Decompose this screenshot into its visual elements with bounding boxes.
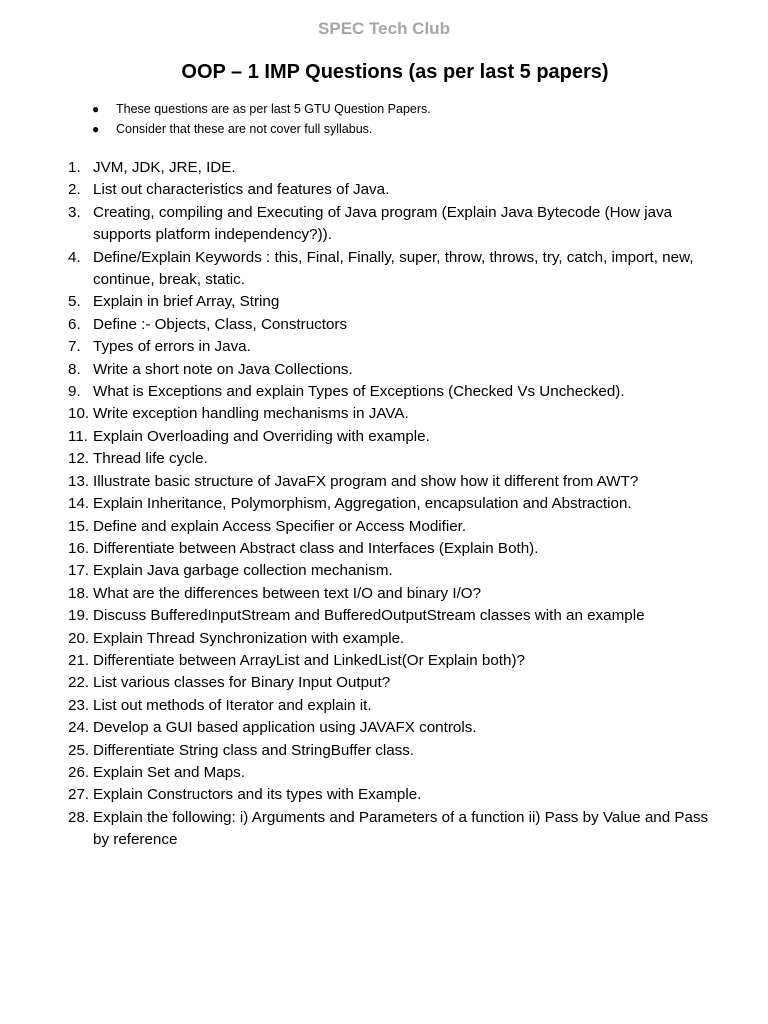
question-number: 17. xyxy=(68,562,90,580)
question-number: 6. xyxy=(68,315,81,333)
question-number: 15. xyxy=(68,517,90,535)
question-text: Explain Java garbage collection mechanism. xyxy=(93,562,393,580)
question-number: 11. xyxy=(68,427,88,445)
question-item xyxy=(68,202,728,247)
question-item xyxy=(68,314,728,336)
question-text: Define :- Objects, Class, Constructors xyxy=(93,315,348,333)
question-text: Explain Constructors and its types with Example. xyxy=(93,786,422,804)
question-item xyxy=(68,179,728,201)
question-item xyxy=(68,359,728,381)
question-item xyxy=(68,426,728,448)
question-text: Define and explain Access Specifier or Access Modifier. xyxy=(93,517,467,535)
question-number: 19. xyxy=(68,607,90,625)
question-number: 23. xyxy=(68,696,90,714)
question-text: Creating, compiling and Executing of Java program (Explain Java Bytecode (How java supports platform independency?)). xyxy=(93,203,673,244)
question-item xyxy=(68,672,728,694)
question-text: Differentiate String class and StringBuffer class. xyxy=(93,741,415,759)
question-text: JVM, JDK, JRE, IDE. xyxy=(93,159,236,176)
question-item xyxy=(68,516,728,538)
question-number: 25. xyxy=(68,741,90,759)
page-title: OOP – 1 IMP Questions (as per last 5 papers) xyxy=(181,61,609,83)
bullet-icon: ● xyxy=(92,122,100,136)
question-item xyxy=(68,762,728,784)
question-number: 14. xyxy=(68,495,90,513)
question-text: Define/Explain Keywords : this, Final, Finally, super, throw, throws, try, catch, import, new, continue, break, static. xyxy=(93,248,694,289)
question-item xyxy=(68,247,728,292)
question-item xyxy=(68,336,728,358)
question-text: Thread life cycle. xyxy=(93,450,208,468)
question-text: Write a short note on Java Collections. xyxy=(93,360,353,378)
question-item xyxy=(68,807,728,852)
question-number: 8. xyxy=(68,360,81,378)
question-number: 27. xyxy=(68,786,90,804)
question-text: What are the differences between text I/O and binary I/O? xyxy=(93,584,482,602)
question-item xyxy=(68,291,728,313)
question-number: 1. xyxy=(68,159,81,176)
question-text: List various classes for Binary Input Output? xyxy=(93,674,391,692)
question-number: 20. xyxy=(68,629,90,647)
question-item xyxy=(68,560,728,582)
question-item xyxy=(68,583,728,605)
note-item xyxy=(92,99,431,119)
question-number: 12. xyxy=(68,450,90,468)
question-number: 24. xyxy=(68,719,90,737)
question-item xyxy=(68,784,728,806)
question-number: 26. xyxy=(68,763,90,781)
question-number: 5. xyxy=(68,293,81,311)
question-item xyxy=(68,381,728,403)
question-number: 3. xyxy=(68,203,81,221)
note-text: These questions are as per last 5 GTU Question Papers. xyxy=(116,102,431,116)
question-item xyxy=(68,493,728,515)
question-number: 21. xyxy=(68,651,90,669)
question-text: Explain Thread Synchronization with example. xyxy=(93,629,405,647)
question-number: 4. xyxy=(68,248,81,266)
questions-list xyxy=(68,157,728,852)
question-number: 18. xyxy=(68,584,90,602)
note-item xyxy=(92,119,431,139)
question-text: Discuss BufferedInputStream and BufferedOutputStream classes with an example xyxy=(93,607,645,625)
question-text: Types of errors in Java. xyxy=(93,338,251,356)
question-item xyxy=(68,471,728,493)
question-number: 2. xyxy=(68,181,81,199)
question-number: 10. xyxy=(68,405,90,423)
question-text: Explain Inheritance, Polymorphism, Aggregation, encapsulation and Abstraction. xyxy=(93,495,632,513)
question-text: Explain Overloading and Overriding with example. xyxy=(93,427,430,445)
question-item xyxy=(68,717,728,739)
question-item xyxy=(68,650,728,672)
question-text: Differentiate between ArrayList and LinkedList(Or Explain both)? xyxy=(93,651,525,669)
question-item xyxy=(68,605,728,627)
club-header: SPEC Tech Club xyxy=(318,19,450,38)
question-text: List out methods of Iterator and explain it. xyxy=(93,696,372,714)
question-item xyxy=(68,740,728,762)
note-text: Consider that these are not cover full syllabus. xyxy=(116,122,373,136)
question-item xyxy=(68,538,728,560)
question-text: Explain in brief Array, String xyxy=(93,293,280,311)
question-number: 22. xyxy=(68,674,90,692)
question-number: 7. xyxy=(68,338,81,356)
question-text: Illustrate basic structure of JavaFX program and show how it different from AWT? xyxy=(93,472,639,490)
question-text: List out characteristics and features of Java. xyxy=(93,181,390,199)
question-item xyxy=(68,695,728,717)
question-text: Develop a GUI based application using JAVAFX controls. xyxy=(93,719,477,737)
question-number: 16. xyxy=(68,539,90,557)
question-number: 13. xyxy=(68,472,90,490)
question-item xyxy=(68,448,728,470)
question-item xyxy=(68,157,728,179)
question-number: 28. xyxy=(68,808,90,826)
question-text: Write exception handling mechanisms in JAVA. xyxy=(93,405,409,423)
question-number: 9. xyxy=(68,383,81,401)
question-text: Explain the following: i) Arguments and Parameters of a function ii) Pass by Value and Pass by reference xyxy=(93,808,709,849)
question-item xyxy=(68,628,728,650)
question-text: Differentiate between Abstract class and Interfaces (Explain Both). xyxy=(93,539,539,557)
question-text: Explain Set and Maps. xyxy=(93,763,245,781)
question-text: What is Exceptions and explain Types of Exceptions (Checked Vs Unchecked). xyxy=(93,383,625,401)
bullet-icon: ● xyxy=(92,102,100,116)
question-item xyxy=(68,403,728,425)
notes-list xyxy=(92,99,431,139)
